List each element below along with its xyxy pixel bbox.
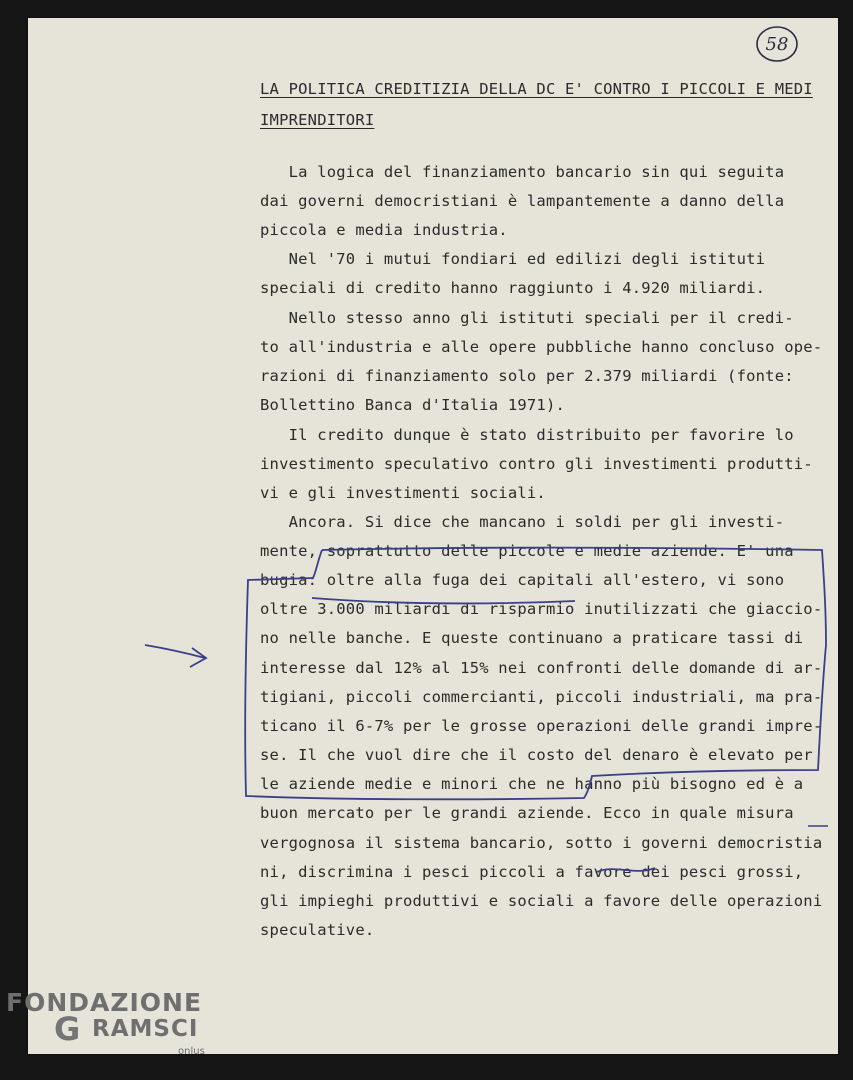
body-line: mente, soprattutto delle piccole e medie aziende. E' una — [260, 542, 794, 560]
body-line: speciali di credito hanno raggiunto i 4.920 miliardi. — [260, 279, 766, 297]
body-line: speculative. — [260, 921, 375, 939]
body-line: ticano il 6-7% per le grosse operazioni delle grandi impre- — [260, 717, 823, 735]
body-line: vergognosa il sistema bancario, sotto i governi democristia — [260, 834, 823, 852]
risparmio-underline — [312, 598, 575, 603]
body-line: buon mercato per le grandi aziende. Ecco in quale misura — [260, 804, 794, 822]
body-line: to all'industria e alle opere pubbliche hanno concluso ope- — [260, 338, 823, 356]
body-line: le aziende medie e minori che ne hanno più bisogno ed è a — [260, 775, 804, 793]
page-number-text: 58 — [765, 33, 789, 55]
fondazione-gramsci-watermark — [6, 988, 226, 1078]
body-line: no nelle banche. E queste continuano a praticare tassi di — [260, 629, 804, 647]
strike-favore — [597, 868, 655, 872]
watermark-line-2: RAMSCI — [92, 1016, 199, 1042]
watermark-line-3: onlus — [178, 1046, 205, 1057]
bracket-annotation — [245, 548, 826, 800]
body-line: Nello stesso anno gli istituti speciali per il credi- — [260, 309, 794, 327]
watermark-line-1: FONDAZIONE — [6, 988, 203, 1017]
body-line: piccola e media industria. — [260, 221, 508, 239]
body-line: Bollettino Banca d'Italia 1971). — [260, 396, 566, 414]
document-title-line-1: LA POLITICA CREDITIZIA DELLA DC E' CONTRO I PICCOLI E MEDI — [260, 80, 813, 98]
body-line: interesse dal 12% al 15% nei confronti delle domande di ar- — [260, 659, 823, 677]
body-line: dai governi democristiani è lampantemente a danno della — [260, 192, 785, 210]
body-line: La logica del finanziamento bancario sin qui seguita — [260, 163, 785, 181]
body-line: Nel '70 i mutui fondiari ed edilizi degli istituti — [260, 250, 766, 268]
body-line: gli impieghi produttivi e sociali a favore delle operazioni — [260, 892, 823, 910]
body-line: razioni di finanziamento solo per 2.379 miliardi (fonte: — [260, 367, 794, 385]
body-line: se. Il che vuol dire che il costo del denaro è elevato per — [260, 746, 813, 764]
body-line: Ancora. Si dice che mancano i soldi per gli investi- — [260, 513, 785, 531]
body-line: Il credito dunque è stato distribuito per favorire lo — [260, 426, 794, 444]
body-line: bugia: oltre alla fuga dei capitali all'estero, vi sono — [260, 571, 785, 589]
watermark-g: G — [54, 1010, 81, 1048]
body-line: ni, discrimina i pesci piccoli a favore dei pesci grossi, — [260, 863, 804, 881]
body-line: tigiani, piccoli commercianti, piccoli industriali, ma pra- — [260, 688, 823, 706]
document-title-line-2: IMPRENDITORI — [260, 111, 375, 129]
body-line: oltre 3.000 miliardi di risparmio inutilizzati che giaccio- — [260, 600, 823, 618]
body-line: vi e gli investimenti sociali. — [260, 484, 546, 502]
body-line: investimento speculativo contro gli investimenti produtti- — [260, 455, 813, 473]
